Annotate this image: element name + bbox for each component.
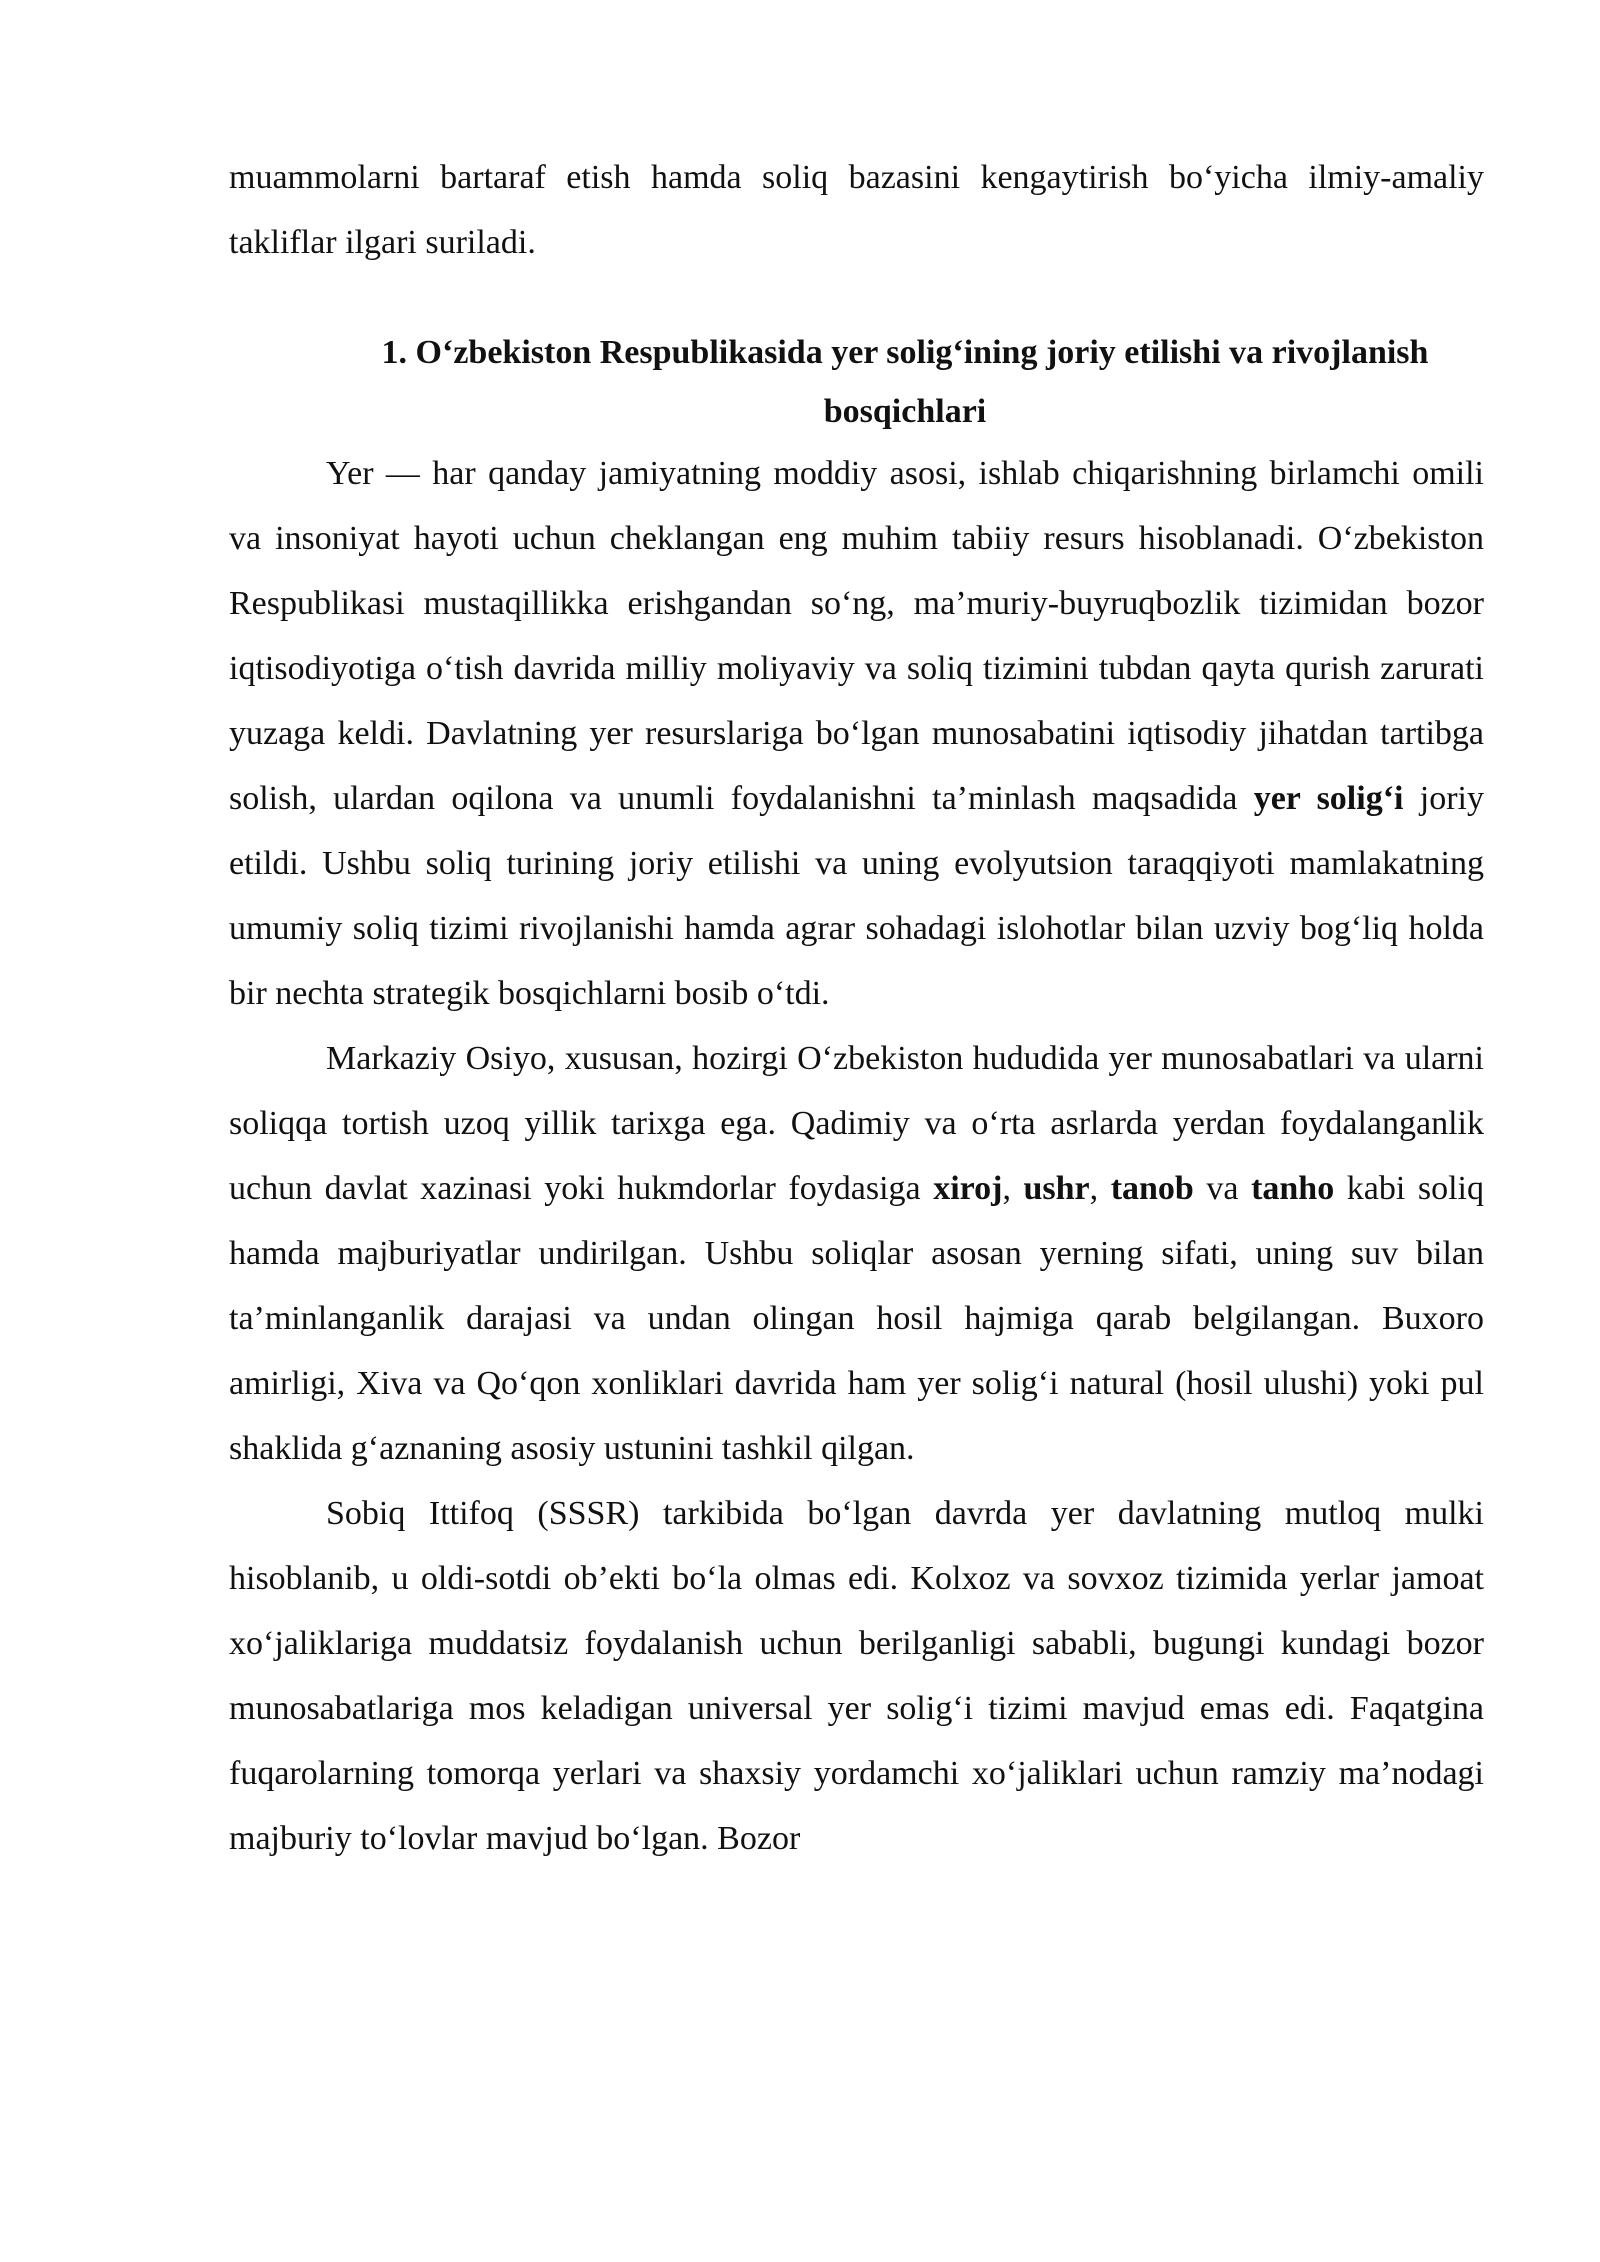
paragraph-text: Markaziy Osiyo, xususan, hozirgi O‘zbekiston hududida yer munosabatlari va ularni soliqqa tortish uzoq yillik tarixga ega. Qadimiy va o‘rta asrlarda yerdan foydalanganlik uchun davlat xazinasi yoki hukmdorlar foydasiga bbox=[229, 1040, 1484, 1207]
paragraph-land-tax-introduction bbox=[229, 441, 1484, 1026]
intro-paragraph: muammolarni bartaraf etish hamda soliq bazasini kengaytirish bo‘yicha ilmiy-amaliy takliflar ilgari suriladi. bbox=[229, 159, 1484, 261]
separator-text: , bbox=[1002, 1170, 1024, 1207]
bold-term-ushr: ushr bbox=[1023, 1170, 1090, 1207]
bold-term-tanob: tanob bbox=[1110, 1170, 1194, 1207]
document-page bbox=[229, 145, 1484, 1871]
paragraph-text: joriy etildi. Ushbu soliq turining joriy etilishi va uning evolyutsion taraqqiyoti mamlakatning umumiy soliq tizimi rivojlanishi hamda agrar sohadagi islohotlar bilan uzviy bog‘liq holda bir nechta strategik bosqichlarni bosib o‘tdi. bbox=[229, 780, 1484, 1012]
paragraph-soviet-period: Sobiq Ittifoq (SSSR) tarkibida bo‘lgan davrda yer davlatning mutloq mulki hisoblanib, u oldi-sotdi ob’ekti bo‘la olmas edi. Kolxoz va sovxoz tizimida yerlar jamoat xo‘jaliklariga muddatsiz foydalanish uchun berilganligi sababli, bugungi kundagi bozor munosabatlariga mos keladigan universal yer solig‘i tizimi mavjud emas edi. Faqatgina fuqarolarning tomorqa yerlari va shaxsiy yordamchi xo‘jaliklari uchun ramziy ma’nodagi majburiy to‘lovlar mavjud bo‘lgan. Bozor bbox=[229, 1495, 1484, 1857]
paragraph-historical-taxes bbox=[229, 1026, 1484, 1481]
separator-text: , bbox=[1089, 1170, 1111, 1207]
section-heading: 1. O‘zbekiston Respublikasida yer solig‘ining joriy etilishi va rivojlanish bosqichlari bbox=[381, 334, 1429, 430]
bold-term-xiroj: xiroj bbox=[933, 1170, 1003, 1207]
separator-text: va bbox=[1193, 1170, 1252, 1207]
bold-term-tanho: tanho bbox=[1251, 1170, 1335, 1207]
paragraph-text: kabi soliq hamda majburiyatlar undirilgan. Ushbu soliqlar asosan yerning sifati, uning suv bilan ta’minlanganlik darajasi va undan olingan hosil hajmiga qarab belgilangan. Buxoro amirligi, Xiva va Qo‘qon xonliklari davrida ham yer solig‘i natural (hosil ulushi) yoki pul shaklida g‘aznaning asosiy ustunini tashkil qilgan. bbox=[229, 1170, 1484, 1467]
paragraph-text: Yer — har qanday jamiyatning moddiy asosi, ishlab chiqarishning birlamchi omili va insoniyat hayoti uchun cheklangan eng muhim tabiiy resurs hisoblanadi. O‘zbekiston Respublikasi mustaqillikka erishgandan so‘ng, ma’muriy-buyruqbozlik tizimidan bozor iqtisodiyotiga o‘tish davrida milliy moliyaviy va soliq tizimini tubdan qayta qurish zarurati yuzaga keldi. Davlatning yer resurslariga bo‘lgan munosabatini iqtisodiy jihatdan tartibga solish, ulardan oqilona va unumli foydalanishni ta’minlash maqsadida bbox=[229, 455, 1484, 817]
bold-term-land-tax: yer solig‘i bbox=[1253, 780, 1404, 817]
